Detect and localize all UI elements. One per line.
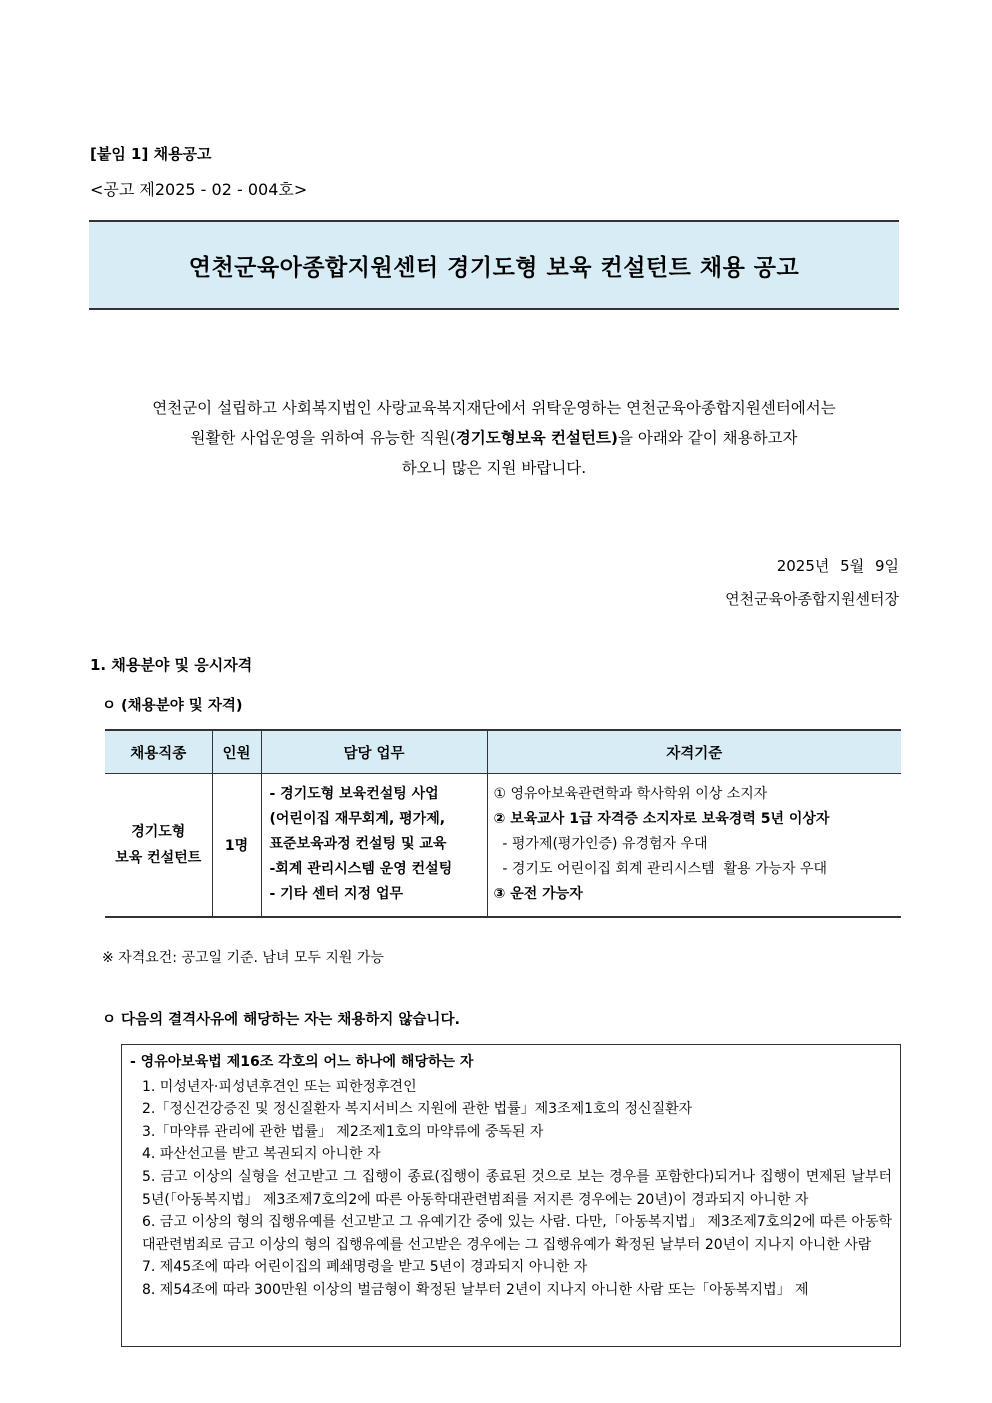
list-item: 4. 파산선고를 받고 복권되지 아니한 자 bbox=[142, 1146, 381, 1163]
duty-item: -회계 관리시스템 운영 컨설팅 bbox=[269, 861, 453, 878]
job-title-cell bbox=[105, 774, 212, 917]
intro-line-1: 연천군이 설립하고 사회복지법인 사랑교육복지재단에서 위탁운영하는 연천군육아종합지원센터에서는 bbox=[152, 399, 836, 417]
duties-cell bbox=[261, 774, 487, 917]
list-item: 2.「정신건강증진 및 정신질환자 복지서비스 지원에 관한 법률」제3조제1호의 정신질환자 bbox=[142, 1101, 693, 1118]
job-title-line-2: 보육 컨설턴트 bbox=[115, 849, 202, 866]
intro-line-3: 하오니 많은 지원 바랍니다. bbox=[401, 459, 587, 477]
notice-date: 2025년 5월 9일 bbox=[776, 557, 899, 575]
duty-item: - 경기도형 보육컨설팅 사업 bbox=[269, 786, 439, 803]
header-duties: 담당 업무 bbox=[261, 730, 487, 774]
disqualification-box bbox=[121, 1044, 901, 1347]
attachment-label: [붙임 1] 채용공고 bbox=[90, 145, 212, 163]
intro-line-2 bbox=[89, 423, 899, 453]
qualification-subitem: - 경기도 어린이집 회계 관리시스템 활용 가능자 우대 bbox=[493, 861, 828, 878]
table-header-row bbox=[105, 730, 901, 774]
qualification-subitem: - 평가제(평가인증) 유경험자 우대 bbox=[493, 836, 708, 853]
list-item: 6. 금고 이상의 형의 집행유예를 선고받고 그 유예기간 중에 있는 사람. 다만,「아동복지법」 제3조제7호의2에 따른 아동학대관련범죄로 금고 이상의 형의 집행유예를 선고받은 경우에는 그 집행유예가 확정된 날부터 20년이 지나지 아니한 사람 bbox=[142, 1214, 893, 1253]
list-item: 7. 제45조에 따라 어린이집의 폐쇄명령을 받고 5년이 경과되지 아니한 자 bbox=[142, 1259, 588, 1276]
recruitment-table bbox=[105, 729, 901, 918]
section-1-subheading: ㅇ (채용분야 및 자격) bbox=[102, 698, 243, 714]
job-title-line-1: 경기도형 bbox=[131, 823, 186, 840]
list-item: 8. 제54조에 따라 300만원 이상의 벌금형이 확정된 날부터 2년이 지나지 아니한 사람 또는「아동복지법」 제 bbox=[142, 1281, 809, 1298]
header-qualifications: 자격기준 bbox=[487, 730, 901, 774]
duty-item: (어린이집 재무회계, 평가제, bbox=[269, 811, 446, 828]
qualifications-cell bbox=[487, 774, 901, 917]
page-title: 연천군육아종합지원센터 경기도형 보육 컨설턴트 채용 공고 bbox=[188, 254, 800, 281]
list-item: 1. 미성년자·피성년후견인 또는 피한정후견인 bbox=[142, 1078, 417, 1095]
section-2-subheading: ㅇ 다음의 결격사유에 해당하는 자는 채용하지 않습니다. bbox=[102, 1012, 460, 1028]
intro-paragraph bbox=[89, 393, 899, 483]
eligibility-note: ※ 자격요건: 공고일 기준. 남녀 모두 지원 가능 bbox=[102, 950, 384, 966]
disqualification-heading: - 영유아보육법 제16조 각호의 어느 하나에 해당하는 자 bbox=[130, 1054, 474, 1070]
qualification-item: ② 보육교사 1급 자격증 소지자로 보육경력 5년 이상자 bbox=[493, 811, 830, 828]
director-signature: 연천군육아종합지원센터장 bbox=[725, 590, 899, 608]
list-item: 5. 금고 이상의 실형을 선고받고 그 집행이 종료(집행이 종료된 것으로 보는 경우를 포함한다)되거나 집행이 면제된 날부터 5년(「아동복지법」 제3조제7호의2에 따른 아동학대관련범죄를 저지른 경우에는 20년)이 경과되지 아니한 자 bbox=[142, 1168, 892, 1208]
title-banner bbox=[89, 220, 899, 310]
intro-line-2-end: 을 아래와 같이 채용하고자 bbox=[618, 429, 798, 447]
count-cell: 1명 bbox=[212, 774, 261, 917]
table-row bbox=[105, 774, 901, 917]
list-item: 3.「마약류 관리에 관한 법률」 제2조제1호의 마약류에 중독된 자 bbox=[142, 1123, 544, 1140]
duty-item: - 기타 센터 지정 업무 bbox=[269, 886, 403, 903]
section-1-heading: 1. 채용분야 및 응시자격 bbox=[90, 656, 253, 674]
intro-line-2-start: 원활한 사업운영을 위하여 유능한 직원( bbox=[190, 429, 456, 447]
header-job-type: 채용직종 bbox=[105, 730, 212, 774]
qualification-item: ① 영유아보육관련학과 학사학위 이상 소지자 bbox=[493, 786, 768, 803]
qualification-item: ③ 운전 가능자 bbox=[493, 886, 583, 903]
header-count: 인원 bbox=[212, 730, 261, 774]
notice-number: <공고 제2025 - 02 - 004호> bbox=[90, 180, 308, 199]
duty-item: 표준보육과정 컨설팅 및 교육 bbox=[269, 836, 447, 853]
intro-position-name: 경기도형보육 컨설턴트) bbox=[455, 429, 619, 447]
